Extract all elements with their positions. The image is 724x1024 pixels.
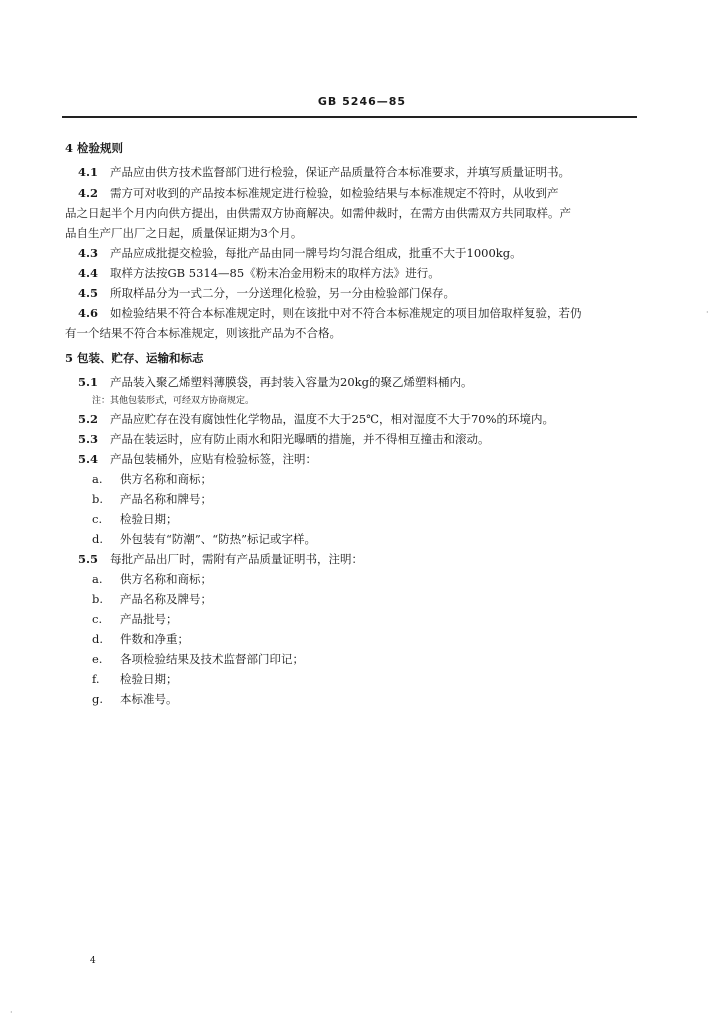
clause-5-1 [78, 375, 472, 389]
clause-4-4 [78, 266, 440, 280]
section-4-title: 4 检验规则 [65, 141, 124, 155]
list-text: 本标准号。 [120, 692, 178, 706]
list-text: 产品名称和牌号； [120, 492, 212, 506]
list-item-5-4-c [92, 512, 178, 526]
clause-text: 每批产品出厂时，需附有产品质量证明书，注明： [110, 552, 363, 566]
clause-number: 4.1 [78, 165, 99, 179]
list-item-5-5-e [92, 652, 304, 666]
list-text: 各项检验结果及技术监督部门印记； [120, 652, 304, 666]
clause-number: 4.4 [78, 266, 99, 280]
clause-text: 产品在装运时，应有防止雨水和阳光曝晒的措施，并不得相互撞击和滚动。 [110, 432, 490, 446]
clause-4-2-line-3: 品自生产厂出厂之日起，质量保证期为3个月。 [65, 226, 303, 240]
clause-4-2-line-2: 品之日起半个月内向供方提出，由供需双方协商解决。如需仲裁时，在需方由供需双方共同取样。产 [65, 206, 571, 220]
clause-text: 产品装入聚乙烯塑料薄膜袋，再封装入容量为20kg的聚乙烯塑料桶内。 [110, 375, 473, 389]
clause-number: 5.5 [78, 552, 99, 566]
clause-4-6-line-2: 有一个结果不符合本标准规定，则该批产品为不合格。 [65, 326, 341, 340]
list-text: 检验日期； [120, 672, 178, 686]
list-item-5-5-d [92, 632, 189, 646]
list-item-5-5-c [92, 612, 178, 626]
list-marker: f. [92, 672, 100, 686]
clause-text: 产品应贮存在没有腐蚀性化学物品，温度不大于25℃，相对湿度不大于70%的环境内。 [110, 412, 555, 426]
clause-5-4 [78, 452, 317, 466]
clause-number: 5.2 [78, 412, 99, 426]
list-text: 供方名称和商标； [120, 572, 212, 586]
scan-speck: · [706, 308, 709, 317]
clause-text: 取样方法按GB 5314—85《粉末冶金用粉末的取样方法》进行。 [110, 266, 440, 280]
list-item-5-5-f [92, 672, 178, 686]
clause-number: 5.3 [78, 432, 99, 446]
list-item-5-4-d [92, 532, 316, 546]
clause-5-1-note: 注：其他包装形式，可经双方协商规定。 [92, 396, 255, 406]
section-5-title: 5 包装、贮存、运输和标志 [65, 351, 204, 365]
clause-text: 产品应成批提交检验，每批产品由同一牌号均匀混合组成，批重不大于1000kg。 [110, 246, 522, 260]
clause-text: 产品应由供方技术监督部门进行检验，保证产品质量符合本标准要求，并填写质量证明书。 [110, 165, 570, 179]
list-text: 供方名称和商标； [120, 472, 212, 486]
list-marker: c. [92, 512, 103, 526]
standard-code-header: GB 5246—85 [317, 95, 407, 108]
list-text: 件数和净重； [120, 632, 189, 646]
list-marker: c. [92, 612, 103, 626]
clause-number: 4.2 [78, 186, 99, 200]
clause-5-2 [78, 412, 554, 426]
list-marker: a. [92, 472, 103, 486]
list-text: 检验日期； [120, 512, 178, 526]
list-text: 产品批号； [120, 612, 178, 626]
clause-4-6 [78, 306, 582, 320]
clause-5-5 [78, 552, 363, 566]
list-marker: g. [92, 692, 104, 706]
clause-4-1 [78, 165, 570, 179]
clause-4-3 [78, 246, 522, 260]
list-text: 外包装有“防潮”、“防热”标记或字样。 [120, 532, 317, 546]
clause-number: 5.1 [78, 375, 99, 389]
clause-5-3 [78, 432, 490, 446]
list-text: 产品名称及牌号； [120, 592, 212, 606]
list-item-5-4-b [92, 492, 212, 506]
scan-speck: · [10, 1008, 13, 1017]
clause-text: 所取样品分为一式二分，一分送理化检验，另一分由检验部门保存。 [110, 286, 455, 300]
clause-text: 需方可对收到的产品按本标准规定进行检验，如检验结果与本标准规定不符时，从收到产 [110, 186, 559, 200]
list-marker: d. [92, 532, 104, 546]
list-marker: b. [92, 492, 104, 506]
clause-4-5 [78, 286, 455, 300]
header-rule [62, 116, 637, 118]
clause-number: 5.4 [78, 452, 99, 466]
clause-number: 4.3 [78, 246, 99, 260]
clause-text: 产品包装桶外，应贴有检验标签，注明： [110, 452, 317, 466]
list-item-5-4-a [92, 472, 212, 486]
list-marker: d. [92, 632, 104, 646]
list-item-5-5-g [92, 692, 178, 706]
list-item-5-5-a [92, 572, 212, 586]
list-marker: a. [92, 572, 103, 586]
clause-text: 如检验结果不符合本标准规定时，则在该批中对不符合本标准规定的项目加倍取样复验，若仍 [110, 306, 582, 320]
clause-number: 4.6 [78, 306, 99, 320]
page-number: 4 [90, 956, 96, 966]
clause-4-2 [78, 186, 559, 200]
list-marker: b. [92, 592, 104, 606]
clause-number: 4.5 [78, 286, 99, 300]
list-item-5-5-b [92, 592, 212, 606]
list-marker: e. [92, 652, 103, 666]
